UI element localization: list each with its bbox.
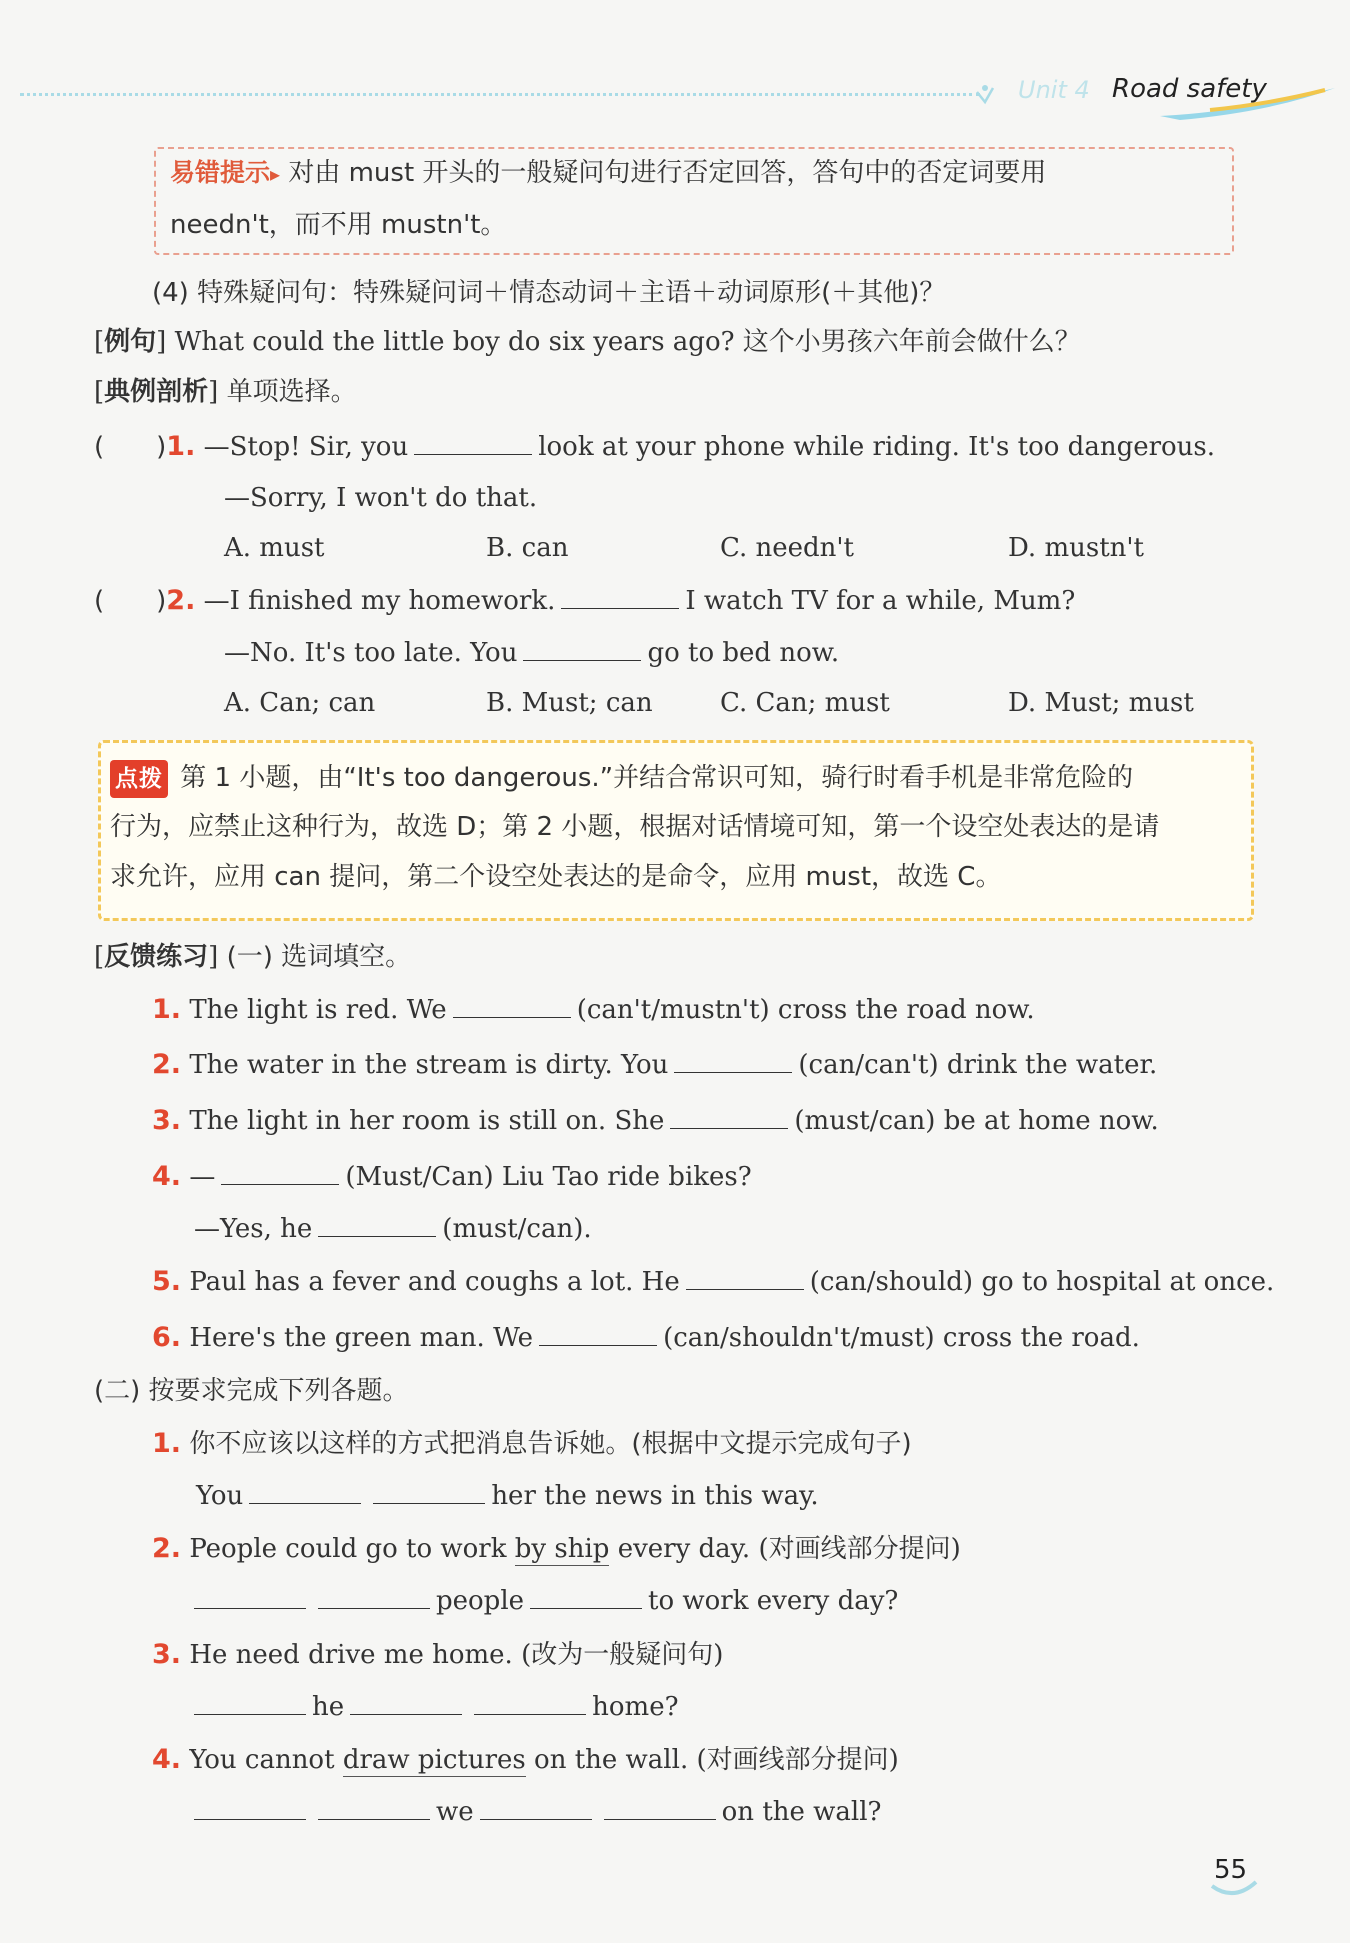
- page-number: 55: [1214, 1855, 1248, 1885]
- answer-blank[interactable]: [194, 1795, 306, 1820]
- fill-item-6: 6. Here's the green man. We (can/shouldn't/must) cross the road.: [152, 1322, 1140, 1353]
- error-tip-line2: needn't，而不用 mustn't。: [170, 210, 507, 240]
- task-item-4: 4. You cannot draw pictures on the wall. (对画线部分提问): [152, 1744, 899, 1775]
- answer-blank[interactable]: [561, 584, 679, 609]
- task-item-2-answer: people to work every day?: [194, 1584, 898, 1618]
- page-number-swoosh-icon: [1210, 1880, 1258, 1900]
- mc-question-2: ( )2. —I finished my homework. I watch TV for a while, Mum?: [94, 585, 1076, 616]
- task-item-2: 2. People could go to work by ship every day. (对画线部分提问): [152, 1533, 961, 1564]
- hint-line2: 行为，应禁止这种行为，故选 D；第 2 小题，根据对话情境可知，第一个设空处表达的是请: [110, 812, 1160, 842]
- unit-label: Unit 4: [1018, 76, 1090, 104]
- fill-item-2: 2. The water in the stream is dirty. You (can/can't) drink the water.: [152, 1049, 1158, 1080]
- hint-line3: 求允许，应用 can 提问，第二个设空处表达的是命令，应用 must，故选 C。: [110, 862, 1002, 892]
- fill-item-3: 3. The light in her room is still on. She (must/can) be at home now.: [152, 1105, 1159, 1136]
- answer-blank[interactable]: [539, 1321, 657, 1346]
- task-item-3: 3. He need drive me home. (改为一般疑问句): [152, 1639, 724, 1670]
- example-sentence: [例句] What could the little boy do six years ago? 这个小男孩六年前会做什么？: [94, 327, 1081, 357]
- hint-badge: 点拨: [110, 760, 168, 798]
- answer-blank[interactable]: [414, 430, 532, 455]
- answer-blank[interactable]: [249, 1479, 361, 1504]
- task-item-1: 1. 你不应该以这样的方式把消息告诉她。(根据中文提示完成句子): [152, 1428, 912, 1459]
- answer-blank[interactable]: [194, 1690, 306, 1715]
- typical-analysis: [典例剖析] 单项选择。: [94, 377, 357, 407]
- fill-item-4-reply: —Yes, he (must/can).: [194, 1214, 592, 1244]
- option-b: B. Must; can: [486, 688, 653, 718]
- option-d: D. Must; must: [1008, 688, 1194, 718]
- mc-2-reply: —No. It's too late. You go to bed now.: [224, 638, 840, 668]
- answer-blank[interactable]: [670, 1104, 788, 1129]
- option-d: D. mustn't: [1008, 533, 1144, 563]
- answer-blank[interactable]: [530, 1584, 642, 1609]
- answer-blank[interactable]: [686, 1265, 804, 1290]
- feedback-heading: [反馈练习] (一) 选词填空。: [94, 942, 412, 972]
- answer-blank[interactable]: [318, 1212, 436, 1237]
- answer-blank[interactable]: [474, 1690, 586, 1715]
- hint-line1: 点拨 第 1 小题，由“It's too dangerous.”并结合常识可知，骑行时看手机是非常危险的: [110, 760, 1133, 798]
- answer-blank[interactable]: [604, 1795, 716, 1820]
- part2-heading: (二) 按要求完成下列各题。: [94, 1376, 409, 1406]
- task-item-4-answer: we on the wall?: [194, 1795, 882, 1829]
- answer-blank[interactable]: [480, 1795, 592, 1820]
- error-tip-label: 易错提示: [170, 158, 271, 187]
- option-c: C. needn't: [720, 533, 854, 563]
- answer-blank[interactable]: [373, 1479, 485, 1504]
- error-tip-line1: 易错提示▸ 对由 must 开头的一般疑问句进行否定回答，答句中的否定词要用: [170, 158, 1047, 188]
- option-a: A. must: [224, 533, 325, 563]
- answer-blank[interactable]: [674, 1048, 792, 1073]
- answer-blank[interactable]: [318, 1584, 430, 1609]
- arrow-right-icon: ▸: [270, 162, 281, 186]
- mc-question-1: ( )1. —Stop! Sir, you look at your phone while riding. It's too dangerous.: [94, 431, 1216, 462]
- answer-blank[interactable]: [318, 1795, 430, 1820]
- option-a: A. Can; can: [224, 688, 376, 718]
- mc-1-reply: —Sorry, I won't do that.: [224, 483, 538, 513]
- fill-item-5: 5. Paul has a fever and coughs a lot. He (can/should) go to hospital at once.: [152, 1266, 1275, 1297]
- task-item-3-answer: he home?: [194, 1690, 679, 1724]
- task-item-1-answer: You her the news in this way.: [196, 1481, 819, 1511]
- fill-item-4: 4. — (Must/Can) Liu Tao ride bikes?: [152, 1161, 752, 1192]
- answer-blank[interactable]: [221, 1160, 339, 1185]
- underlined-phrase: by ship: [514, 1534, 610, 1564]
- option-c: C. Can; must: [720, 688, 890, 718]
- pattern-4: (4) 特殊疑问句：特殊疑问词＋情态动词＋主语＋动词原形(＋其他)？: [152, 278, 946, 308]
- answer-blank[interactable]: [350, 1690, 462, 1715]
- fill-item-1: 1. The light is red. We (can't/mustn't) cross the road now.: [152, 994, 1035, 1025]
- header-rule: [20, 93, 980, 96]
- option-b: B. can: [486, 533, 569, 563]
- answer-blank[interactable]: [523, 636, 641, 661]
- answer-blank[interactable]: [453, 993, 571, 1018]
- answer-blank[interactable]: [194, 1584, 306, 1609]
- underlined-phrase: draw pictures: [342, 1745, 526, 1775]
- unit-title: Road safety: [1112, 74, 1267, 104]
- header-check-icon: [975, 84, 995, 106]
